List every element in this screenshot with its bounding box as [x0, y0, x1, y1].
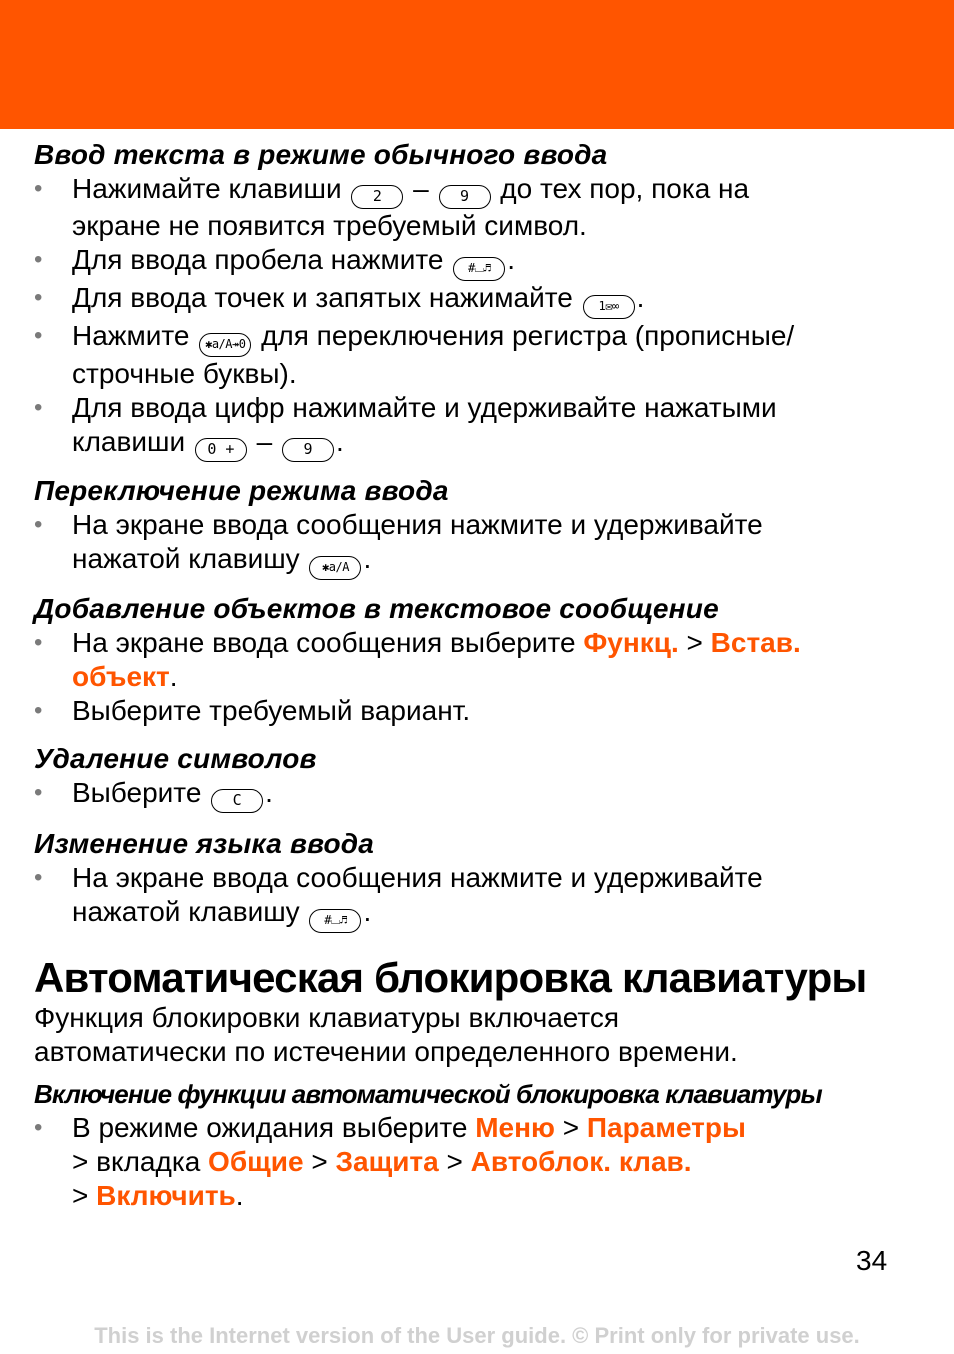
list-item: • Для ввода пробела нажмите #⌴♬ .: [34, 243, 934, 281]
header-bar: [0, 0, 954, 129]
key-9-icon: 9: [439, 185, 491, 209]
bullet-list-autolock: [34, 1111, 934, 1213]
page-content: [34, 138, 934, 1213]
section-heading-autolock: Включение функции автоматической блокировка клавиатуры: [34, 1079, 822, 1109]
menu-path-menu: Меню: [475, 1112, 555, 1143]
list-item: • На экране ввода сообщения выберите Функц. > Встав. объект.: [34, 626, 934, 694]
bullet-list-language: [34, 861, 934, 933]
list-item: • Для ввода цифр нажимайте и удерживайте нажатыми клавиши 0 + – 9 .: [34, 391, 934, 462]
section-heading-add-objects: Добавление объектов в текстовое сообщение: [34, 593, 719, 624]
key-c-icon: C: [211, 789, 263, 813]
page-title: Автоматическая блокировка клавиатуры: [34, 954, 867, 1001]
list-item: • Выберите требуемый вариант.: [34, 694, 934, 728]
key-9-icon: 9: [282, 438, 334, 462]
section-heading-text-input: Ввод текста в режиме обычного ввода: [34, 139, 608, 170]
key-2-icon: 2: [351, 185, 403, 209]
section-heading-switch-mode: Переключение режима ввода: [34, 475, 449, 506]
bullet-list-switch-mode: [34, 508, 934, 580]
list-item: • На экране ввода сообщения нажмите и удерживайте нажатой клавишу ✱a/A .: [34, 508, 934, 580]
list-item: • Нажимайте клавиши 2 – 9 до тех пор, пока на экране не появится требуемый символ.: [34, 172, 934, 243]
menu-path-functions: Функц.: [583, 627, 679, 658]
key-0-icon: 0 +: [195, 438, 247, 462]
bullet-list-text-input: [34, 172, 934, 462]
menu-path-insert-object-cont: объект: [72, 661, 170, 692]
section-heading-language: Изменение языка ввода: [34, 828, 375, 859]
key-hash-icon: #⌴♬: [453, 257, 505, 281]
menu-path-insert-object: Встав.: [710, 627, 801, 658]
bullet-list-add-objects: [34, 626, 934, 728]
menu-path-settings: Параметры: [586, 1112, 746, 1143]
menu-path-autolock: Автоблок. клав.: [470, 1146, 692, 1177]
footer-notice: This is the Internet version of the User guide. © Print only for private use.: [94, 1323, 860, 1348]
key-hash-icon: #⌴♬: [309, 909, 361, 933]
key-star-icon: ✱a/A: [309, 556, 361, 580]
list-item: • Выберите C .: [34, 776, 934, 813]
menu-path-general: Общие: [208, 1146, 304, 1177]
list-item: • Для ввода точек и запятых нажимайте 1✉∞ .: [34, 281, 934, 319]
page-number: 34: [856, 1245, 888, 1276]
list-item: • На экране ввода сообщения нажмите и удерживайте нажатой клавишу #⌴♬ .: [34, 861, 934, 933]
bullet-list-delete: [34, 776, 934, 813]
list-item: • В режиме ожидания выберите Меню > Параметры > вкладка Общие > Защита > Автоблок. клав. > Включить.: [34, 1111, 934, 1213]
menu-path-security: Защита: [335, 1146, 439, 1177]
key-1-icon: 1✉∞: [583, 295, 635, 319]
section-heading-delete: Удаление символов: [34, 743, 317, 774]
list-item: • Нажмите ✱a/A↠0 для переключения регистра (прописные/ строчные буквы).: [34, 319, 934, 391]
menu-path-enable: Включить: [96, 1180, 236, 1211]
paragraph: Функция блокировки клавиатуры включается автоматически по истечении определенного времени.: [34, 1002, 738, 1067]
key-star-icon: ✱a/A↠0: [199, 333, 251, 357]
